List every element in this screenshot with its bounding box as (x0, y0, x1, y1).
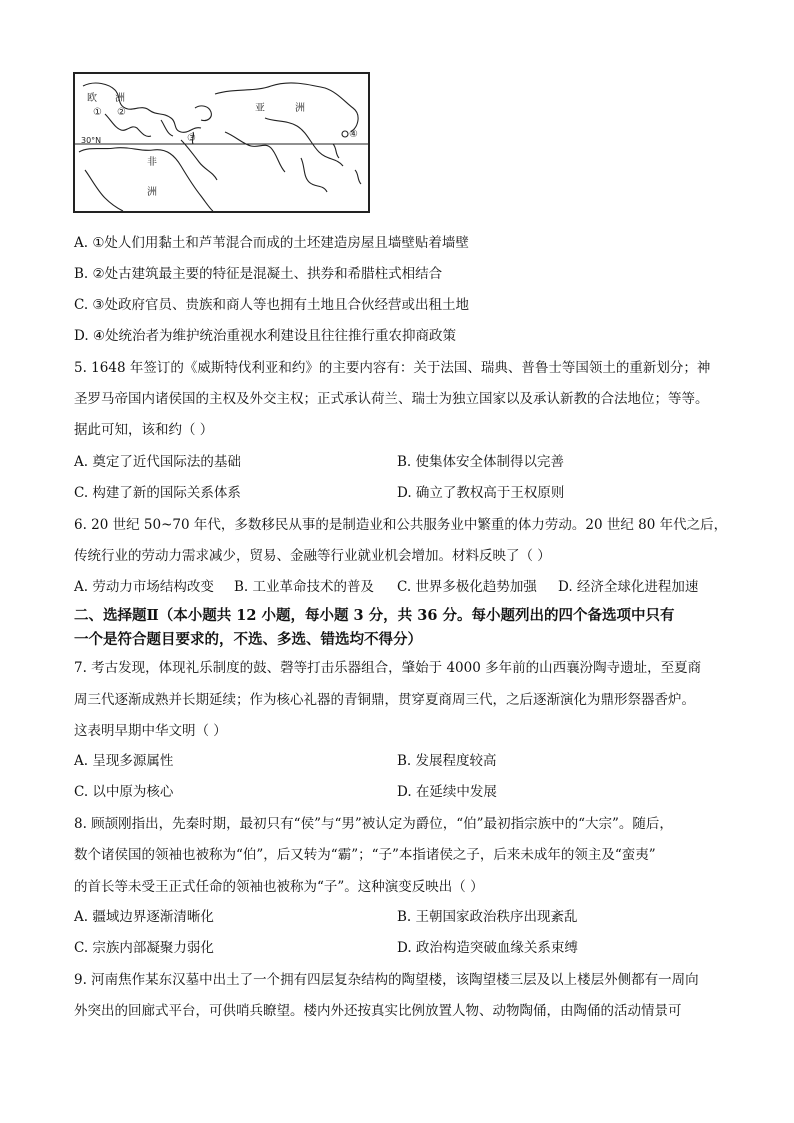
q5-option-c: C. 构建了新的国际关系体系 (74, 485, 241, 501)
q6-stem-line-2: 传统行业的劳动力需求减少，贸易、金融等行业就业机会增加。材料反映了（ ） (74, 548, 551, 564)
q4-option-d: D. ④处统治者为维护统治重视水利建设且往往推行重农抑商政策 (74, 328, 457, 344)
q7-stem-line-3: 这表明早期中华文明（ ） (74, 723, 227, 739)
section2-heading-line-2: 一个是符合题目要求的，不选、多选、错选均不得分） (74, 631, 422, 648)
q5-stem-line-1: 5. 1648 年签订的《威斯特伐利亚和约》的主要内容有：关于法国、瑞典、普鲁士等国领土的重新划分；神 (74, 360, 711, 376)
q9-stem-line-1: 9. 河南焦作某东汉墓中出土了一个拥有四层复杂结构的陶望楼，该陶望楼三层及以上楼层外侧都有一周向 (74, 972, 699, 988)
map-marker-3: ③ (187, 133, 196, 144)
section2-heading-line-1: 二、选择题Ⅱ（本小题共 12 小题，每小题 3 分，共 36 分。每小题列出的四个备选项中只有 (74, 607, 675, 624)
q7-stem-line-2: 周三代逐渐成熟并长期延续；作为核心礼器的青铜鼎，贯穿夏商周三代，之后逐渐演化为鼎形祭器香炉。 (74, 692, 695, 708)
map-marker-2: ② (117, 107, 126, 118)
q8-option-a: A. 疆域边界逐渐清晰化 (74, 909, 214, 925)
q6-option-a: A. 劳动力市场结构改变 (74, 579, 214, 595)
q8-option-c: C. 宗族内部凝聚力弱化 (74, 940, 214, 956)
map-latitude-label: 30°N (81, 136, 102, 145)
q4-option-a: A. ①处人们用黏土和芦苇混合而成的土坯建造房屋且墙壁贴着墙壁 (74, 235, 469, 251)
map-label-asia-1: 亚 (255, 103, 265, 114)
q6-option-c: C. 世界多极化趋势加强 (397, 579, 537, 595)
q7-option-d: D. 在延续中发展 (397, 784, 497, 800)
q9-stem-line-2: 外突出的回廊式平台，可供哨兵瞭望。楼内外还按真实比例放置人物、动物陶俑，由陶俑的活动情景可 (74, 1003, 682, 1019)
q5-option-d: D. 确立了教权高于王权原则 (397, 485, 565, 501)
q5-option-a: A. 奠定了近代国际法的基础 (74, 454, 241, 470)
map-label-asia-2: 洲 (295, 103, 305, 114)
q8-stem-line-3: 的首长等未受王正式任命的领袖也被称为“子”。这种演变反映出（ ） (74, 879, 484, 895)
q6-stem-line-1: 6. 20 世纪 50~70 年代，多数移民从事的是制造业和公共服务业中繁重的体力劳动。20 世纪 80 年代之后， (74, 517, 728, 533)
q4-option-c: C. ③处政府官员、贵族和商人等也拥有土地且合伙经营或出租土地 (74, 297, 470, 313)
q7-stem-line-1: 7. 考古发现，体现礼乐制度的鼓、磬等打击乐器组合，肇始于 4000 多年前的山西襄汾陶寺遗址，至夏商 (74, 660, 702, 676)
map-label-africa-2: 洲 (147, 187, 157, 198)
q5-stem-line-2: 圣罗马帝国内诸侯国的主权及外交主权；正式承认荷兰、瑞士为独立国家以及承认新教的合法地位；等等。 (74, 391, 709, 407)
q7-option-b: B. 发展程度较高 (397, 753, 497, 769)
map-label-europe-2: 洲 (115, 93, 125, 104)
map-label-africa-1: 非 (147, 157, 157, 168)
q7-option-a: A. 呈现多源属性 (74, 753, 174, 769)
q8-stem-line-1: 8. 顾颉刚指出，先秦时期，最初只有“侯”与“男”被认定为爵位，“伯”最初指宗族中的“大宗”。随后， (74, 816, 673, 832)
q5-option-b: B. 使集体安全体制得以完善 (397, 454, 565, 470)
q6-option-d: D. 经济全球化进程加速 (558, 579, 699, 595)
q6-option-b: B. 工业革命技术的普及 (234, 579, 375, 595)
q7-option-c: C. 以中原为核心 (74, 784, 174, 800)
map-marker-4: ④ (349, 129, 358, 140)
q5-stem-line-3: 据此可知，该和约（ ） (74, 422, 214, 438)
q8-option-b: B. 王朝国家政治秩序出现紊乱 (397, 909, 578, 925)
map-marker-1: ① (93, 107, 102, 118)
map-figure (73, 72, 370, 213)
map-label-europe-1: 欧 (87, 93, 97, 104)
q4-option-b: B. ②处古建筑最主要的特征是混凝土、拱券和希腊柱式相结合 (74, 266, 443, 282)
q8-option-d: D. 政治构造突破血缘关系束缚 (397, 940, 578, 956)
q8-stem-line-2: 数个诸侯国的领袖也被称为“伯”，后又转为“霸”；“子”本指诸侯之子，后来未成年的领主及“蛮夷” (74, 847, 656, 863)
